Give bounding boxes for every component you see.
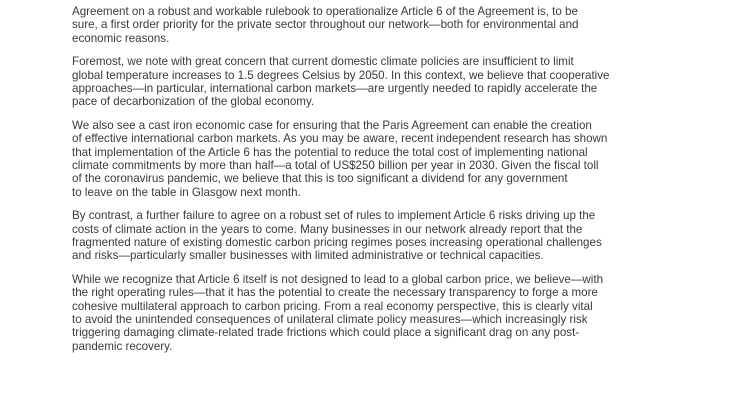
text-line: to leave on the table in Glasgow next month.	[72, 185, 301, 199]
text-line: By contrast, a further failure to agree on a robust set of rules to implement Article 6 risks driving up the	[72, 209, 596, 223]
text-line: cohesive multilateral approach to carbon pricing. From a real economy perspective, this is clearly vital	[72, 299, 593, 313]
text-line: of the coronavirus pandemic, we believe that this is too significant a dividend for any government	[72, 172, 568, 186]
text-line: Foremost, we note with great concern that current domestic climate policies are insufficient to limit	[72, 55, 574, 69]
letter-body	[72, 5, 712, 353]
text-line: costs of climate action in the years to come. Many businesses in our network already report that the	[72, 222, 583, 236]
paragraph-failure-risks	[72, 209, 712, 262]
text-line: and risks—particularly smaller businesses with limited administrative or technical capacities.	[72, 249, 544, 263]
paragraph-carbon-pricing	[72, 273, 712, 353]
text-line: Agreement on a robust and workable rulebook to operationalize Article 6 of the Agreement is, to be	[72, 5, 578, 18]
text-line: pandemic recovery.	[72, 339, 173, 353]
text-line: economic reasons.	[72, 31, 170, 45]
text-line: to avoid the unintended consequences of unilateral climate policy measures—which increasingly risk	[72, 312, 588, 326]
text-line: pace of decarbonization of the global economy.	[72, 95, 315, 109]
text-line: While we recognize that Article 6 itself is not designed to lead to a global carbon price, we believe—with	[72, 273, 604, 287]
text-line: sure, a first order priority for the private sector throughout our network—both for environmental and	[72, 18, 579, 32]
text-line: We also see a cast iron economic case for ensuring that the Paris Agreement can enable the creation	[72, 119, 592, 133]
paragraph-rulebook-priority	[72, 5, 712, 45]
text-line: that implementation of the Article 6 has the potential to reduce the total cost of implementing national	[72, 145, 588, 159]
text-line: global temperature increases to 1.5 degrees Celsius by 2050. In this context, we believe that cooperative	[72, 68, 610, 82]
paragraph-economic-case	[72, 119, 712, 199]
text-line: the right operating rules—that it has the potential to create the necessary transparency to forge a more	[72, 286, 598, 300]
text-line: of effective international carbon markets. As you may be aware, recent independent research has shown	[72, 132, 608, 146]
text-line: fragmented nature of existing domestic carbon pricing regimes poses increasing operational challenges	[72, 235, 602, 249]
text-line: climate commitments by more than half—a total of US$250 billion per year in 2030. Given the fiscal toll	[72, 158, 599, 172]
text-line: approaches—in particular, international carbon markets—are urgently needed to rapidly accelerate the	[72, 81, 598, 95]
text-line: triggering damaging climate-related trade frictions which could place a significant drag on any post-	[72, 326, 580, 340]
paragraph-climate-policies	[72, 55, 712, 108]
